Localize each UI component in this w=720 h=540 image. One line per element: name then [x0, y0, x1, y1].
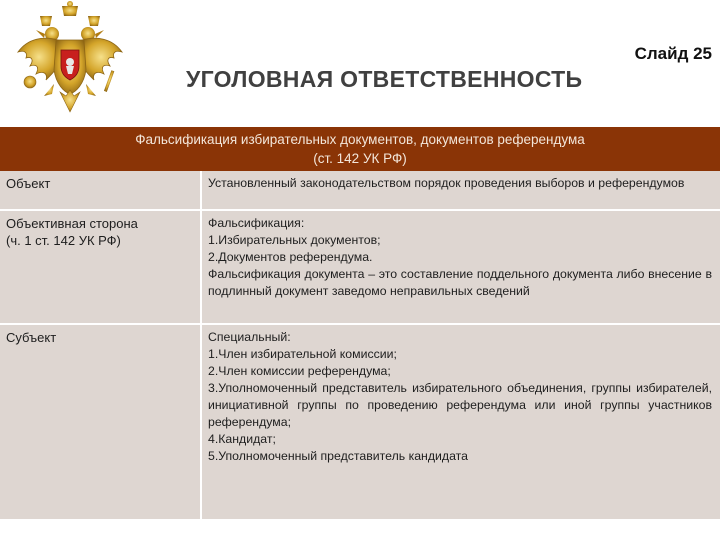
- header-line-2: (ст. 142 УК РФ): [313, 151, 407, 166]
- row-content-line: 5.Уполномоченный представитель кандидата: [208, 449, 468, 463]
- row-content-line: Фальсификация документа – это составление поддельного документа либо внесение в подлинный документ заведомо неправильных сведений: [208, 267, 712, 298]
- row-content: [201, 171, 720, 210]
- row-content-line: Специальный:: [208, 330, 291, 344]
- row-label: [0, 210, 201, 324]
- coat-of-arms-icon: [14, 0, 126, 118]
- table-header: [0, 127, 720, 171]
- row-label-line: (ч. 1 ст. 142 УК РФ): [6, 233, 121, 248]
- info-table: [0, 171, 720, 521]
- row-content-line: Установленный законодательством порядок проведения выборов и референдумов: [208, 176, 685, 190]
- row-label: [0, 324, 201, 520]
- row-label-line: Объект: [6, 176, 51, 191]
- row-content-line: 2.Член комиссии референдума;: [208, 364, 391, 378]
- header-line-1: Фальсификация избирательных документов, документов референдума: [135, 132, 585, 147]
- row-label-line: Объективная сторона: [6, 216, 138, 231]
- row-content: [201, 210, 720, 324]
- page-title: УГОЛОВНАЯ ОТВЕТСТВЕННОСТЬ: [186, 66, 583, 92]
- table-row: [0, 171, 720, 210]
- row-content-line: 3.Уполномоченный представитель избирательного объединения, группы избирателей, инициативной группы по проведению референдума или иной группы участников референдума;: [208, 381, 712, 429]
- slide-number: Слайд 25: [634, 44, 712, 63]
- row-content: [201, 324, 720, 520]
- row-content-line: Фальсификация:: [208, 216, 305, 230]
- row-content-line: 2.Документов референдума.: [208, 250, 373, 264]
- row-content-line: 1.Избирательных документов;: [208, 233, 381, 247]
- row-label-line: Субъект: [6, 330, 57, 345]
- row-label: [0, 171, 201, 210]
- table-row: [0, 210, 720, 324]
- row-content-line: 4.Кандидат;: [208, 432, 276, 446]
- row-content-line: 1.Член избирательной комиссии;: [208, 347, 397, 361]
- table-row: [0, 324, 720, 520]
